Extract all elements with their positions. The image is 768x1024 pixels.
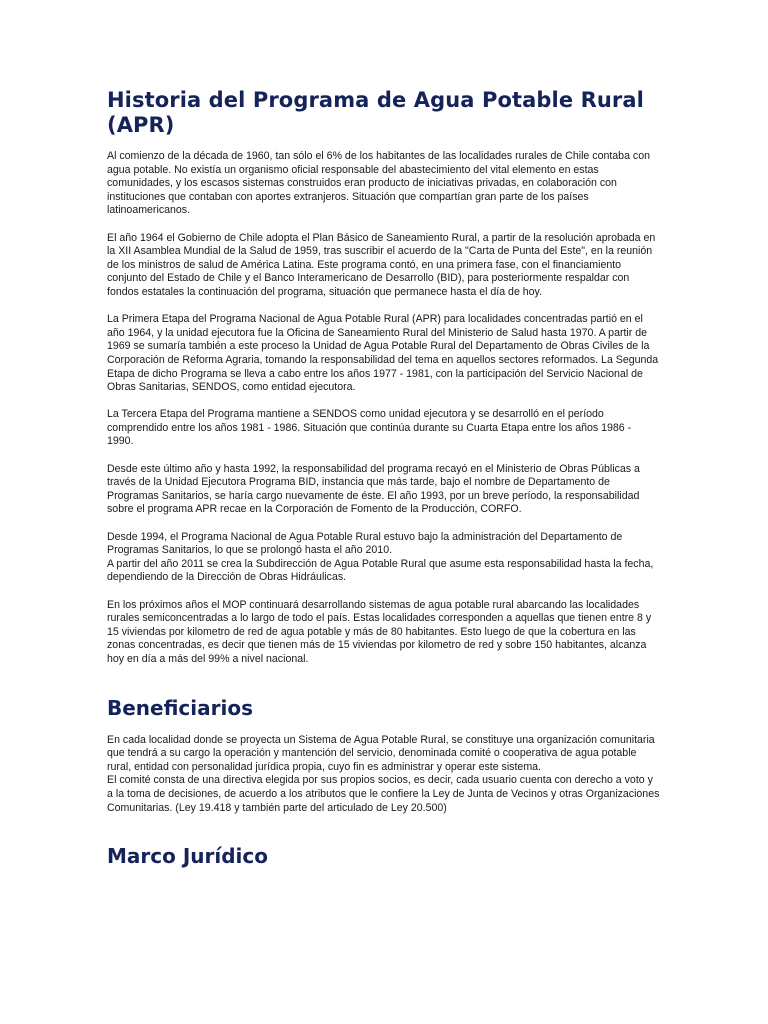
document-content: [107, 88, 660, 868]
page-title: Historia del Programa de Agua Potable Rural (APR): [107, 88, 644, 137]
history-paragraph-6: Desde 1994, el Programa Nacional de Agua Potable Rural estuvo bajo la administración del Departamento de Programas Sanitarios, lo que se prolongó hasta el año 2010.: [107, 530, 623, 557]
beneficiarios-paragraph-1: En cada localidad donde se proyecta un Sistema de Agua Potable Rural, se constituye una organización comunitaria que tendrá a su cargo la operación y mantención del servicio, denominada comité o cooperativa de agua potable rural, entidad con personalidad jurídica propia, cuyo fin es administrar y operar este sistema.: [107, 733, 655, 773]
history-paragraph-2: El año 1964 el Gobierno de Chile adopta el Plan Básico de Saneamiento Rural, a partir de la resolución aprobada en la XII Asamblea Mundial de la Salud de 1959, tras suscribir el acuerdo de la "Carta de Punta del Este", en la reunión de los ministros de salud de América Latina. Este programa contó, en una primera fase, con el financiamiento conjunto del Estado de Chile y el Banco Interamericano de Desarrollo (BID), para posteriormente respaldar con fondos estatales la continuación del programa, situación que permanece hasta el día de hoy.: [107, 231, 656, 298]
marco-juridico-heading: Marco Jurídico: [107, 844, 268, 869]
history-paragraph-5: Desde este último año y hasta 1992, la responsabilidad del programa recayó en el Ministerio de Obras Públicas a través de la Unidad Ejecutora Programa BID, instancia que más tarde, bajo el nombre de Departamento de Programas Sanitarios, se haría cargo nuevamente de éste. El año 1993, por un breve período, la responsabilidad sobre el programa APR recae en la Corporación de Fomento de la Producción, CORFO.: [107, 462, 640, 516]
history-paragraph-4: La Tercera Etapa del Programa mantiene a SENDOS como unidad ejecutora y se desarrolló en el período comprendido entre los años 1981 - 1986. Situación que continúa durante su Cuarta Etapa entre los años 1986 - 1990.: [107, 408, 632, 448]
history-paragraph-7: A partir del año 2011 se crea la Subdirección de Agua Potable Rural que asume esta responsabilidad hasta la fecha, dependiendo de la Dirección de Obras Hidráulicas.: [107, 557, 654, 584]
beneficiarios-paragraph-2: El comité consta de una directiva elegida por sus propios socios, es decir, cada usuario cuenta con derecho a voto y a la toma de decisiones, de acuerdo a los atributos que le confiere la Ley de Junta de Vecinos y otras Organizaciones Comunitarias. (Ley 19.418 y también parte del articulado de Ley 20.500): [107, 774, 660, 814]
history-paragraph-3: La Primera Etapa del Programa Nacional de Agua Potable Rural (APR) para localidades concentradas partió en el año 1964, y la unidad ejecutora fue la Oficina de Saneamiento Rural del Ministerio de Salud hasta 1970. A partir de 1969 se sumaría también a este proceso la Unidad de Agua Potable Rural del Departamento de Obras Civiles de la Corporación de Reforma Agraria, tomando la responsabilidad del tema en aquellos sectores reformados. La Segunda Etapa de dicho Programa se lleva a cabo entre los años 1977 - 1981, con la participación del Servicio Nacional de Obras Sanitarias, SENDOS, como entidad ejecutora.: [107, 313, 659, 394]
beneficiarios-heading: Beneficiarios: [107, 695, 254, 720]
history-paragraph-8: En los próximos años el MOP continuará desarrollando sistemas de agua potable rural abarcando las localidades rurales semiconcentradas a lo largo de todo el país. Estas localidades corresponden a aquellas que tienen entre 8 y 15 viviendas por kilometro de red de agua potable y más de 80 habitantes. Esto luego de que la cobertura en las zonas concentradas, es decir que tienen más de 15 viviendas por kilometro de red y sobre 150 habitantes, alcanza hoy en día a más del 99% a nivel nacional.: [107, 598, 652, 665]
history-paragraph-1: Al comienzo de la década de 1960, tan sólo el 6% de los habitantes de las localidades rurales de Chile contaba con agua potable. No existía un organismo oficial responsable del abastecimiento del vital elemento en estas comunidades, y los escasos sistemas construidos eran producto de iniciativas privadas, en colaboración con instituciones que contaban con aportes extranjeros. Situación que compartían gran parte de los países latinoamericanos.: [107, 150, 650, 217]
